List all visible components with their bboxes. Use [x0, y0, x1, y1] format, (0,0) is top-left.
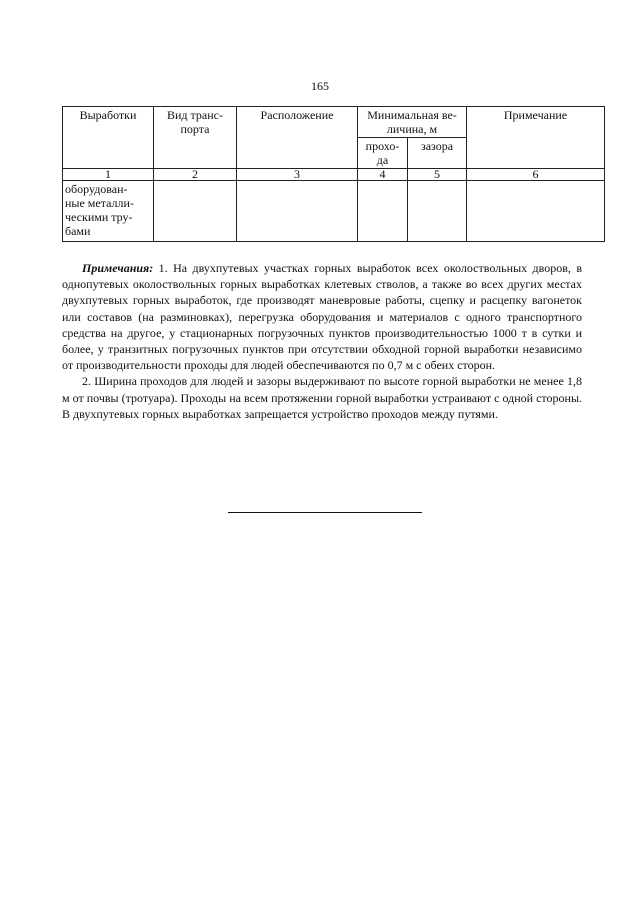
notes-label: Примечания: [82, 261, 154, 275]
header-gap [408, 138, 467, 169]
header-minimal-value-line1: Минимальная ве- [367, 108, 457, 122]
header-minimal-value [358, 107, 467, 138]
header-location [237, 107, 358, 169]
table-header-row [63, 107, 605, 138]
cell-workings [63, 181, 154, 242]
clearance-table [62, 106, 605, 242]
header-gap-text: зазора [420, 139, 454, 153]
header-transport-line1: Вид транс- [167, 108, 223, 122]
cell-gap [408, 181, 467, 242]
column-number: 5 [408, 169, 467, 181]
header-passage [358, 138, 408, 169]
note-2-text: 2. Ширина проходов для людей и зазоры выдерживают по высоте горной выработки не менее 1,8 м от почвы (тротуара). Проходы на всем протяжении горной выработки устраивают с одной стороны. В двухпутевых горных выработках запрещается устройство проходов между путями. [62, 374, 582, 421]
column-number: 1 [63, 169, 154, 181]
cell-workings-line: ные металли- [65, 196, 134, 210]
header-location-text: Расположение [260, 108, 334, 122]
header-workings [63, 107, 154, 169]
cell-workings-line: бами [65, 224, 91, 238]
table-row [63, 181, 605, 242]
cell-workings-line: ческими тру- [65, 210, 133, 224]
closing-rule [228, 512, 422, 513]
column-number: 2 [154, 169, 237, 181]
cell-workings-line: оборудован- [65, 182, 128, 196]
column-number-row [63, 169, 605, 181]
header-passage-line1: прохо- [365, 139, 400, 153]
header-minimal-value-line2: личина, м [386, 122, 438, 136]
cell-transport [154, 181, 237, 242]
note-paragraph-2 [62, 373, 582, 422]
header-workings-text: Выработки [79, 108, 137, 122]
header-transport-line2: порта [180, 122, 210, 136]
page-number: 165 [311, 79, 329, 93]
cell-passage [358, 181, 408, 242]
header-transport [154, 107, 237, 169]
column-number: 4 [358, 169, 408, 181]
cell-note [467, 181, 605, 242]
notes-section [62, 260, 582, 422]
header-note [467, 107, 605, 169]
note-1-text: 1. На двухпутевых участках горных выработок всех околоствольных дворов, в однопутевых околоствольных горных выработках клетевых стволов, а также во всех других местах двухпутевых горных выработок, где производят маневровые работы, сцепку и расцепку вагонеток или составов (на разминовках), перегрузка оборудования и материалов с одного транспортного средства на другое, у стационарных погрузочных пунктов производительностью 1000 т в сутки и более, у транзитных погрузочных пунктов при отсутствии обходной горной выработки независимо от производительности проходы для людей обеспечиваются по 0,7 м с обеих сторон. [62, 261, 582, 373]
header-note-text: Примечание [503, 108, 568, 122]
cell-location [237, 181, 358, 242]
column-number: 6 [467, 169, 605, 181]
header-passage-line2: да [376, 153, 389, 167]
column-number: 3 [237, 169, 358, 181]
note-paragraph-1 [62, 260, 582, 373]
